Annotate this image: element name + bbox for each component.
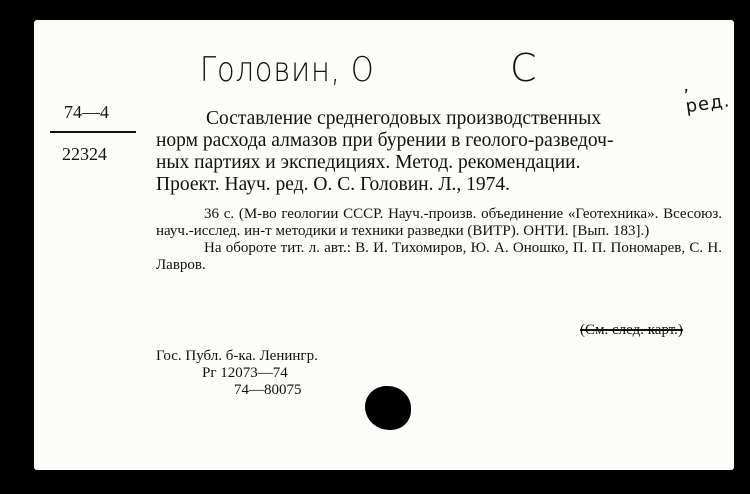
title-line: Составление среднегодовых производственных bbox=[206, 108, 602, 129]
title-line: норм расхода алмазов при бурении в геолого-разведоч- bbox=[156, 130, 614, 151]
call-number-divider bbox=[50, 131, 136, 133]
handwritten-initial: С bbox=[510, 46, 538, 90]
call-number-top: 74—4 bbox=[64, 102, 109, 122]
library-register-number: Рг 12073—74 bbox=[202, 365, 288, 381]
handwritten-editor-mark: , ред. bbox=[681, 74, 732, 118]
library-stamp bbox=[156, 348, 318, 399]
library-name: Гос. Публ. б-ка. Ленингр. bbox=[156, 348, 318, 364]
library-accession-number: 74—80075 bbox=[234, 382, 302, 398]
call-number-bottom: 22324 bbox=[62, 144, 107, 164]
title-line: Проект. Науч. ред. О. С. Головин. Л., 1974. bbox=[156, 174, 511, 195]
title-line: ных партиях и экспедициях. Метод. рекомендации. bbox=[156, 152, 581, 173]
authors-note: На обороте тит. л. авт.: В. И. Тихомиров, Ю. А. Оношко, П. П. Пономарев, С. Н. Лавров. bbox=[156, 240, 722, 273]
catalog-card bbox=[34, 20, 734, 470]
card-punch-hole bbox=[365, 386, 411, 430]
collation-note: 36 с. (М-во геологии СССР. Науч.-произв. объединение «Геотехника». Всесоюз. науч.-исслед. ин-т методики и техники разведки (ВИТР). ОНТИ. [Вып. 183].) bbox=[156, 206, 722, 239]
entry-details-block bbox=[156, 206, 722, 274]
entry-title-block bbox=[156, 108, 716, 196]
handwritten-author-name: Головин, О bbox=[200, 50, 375, 90]
continuation-note: (См. след. карт.) bbox=[580, 322, 683, 338]
